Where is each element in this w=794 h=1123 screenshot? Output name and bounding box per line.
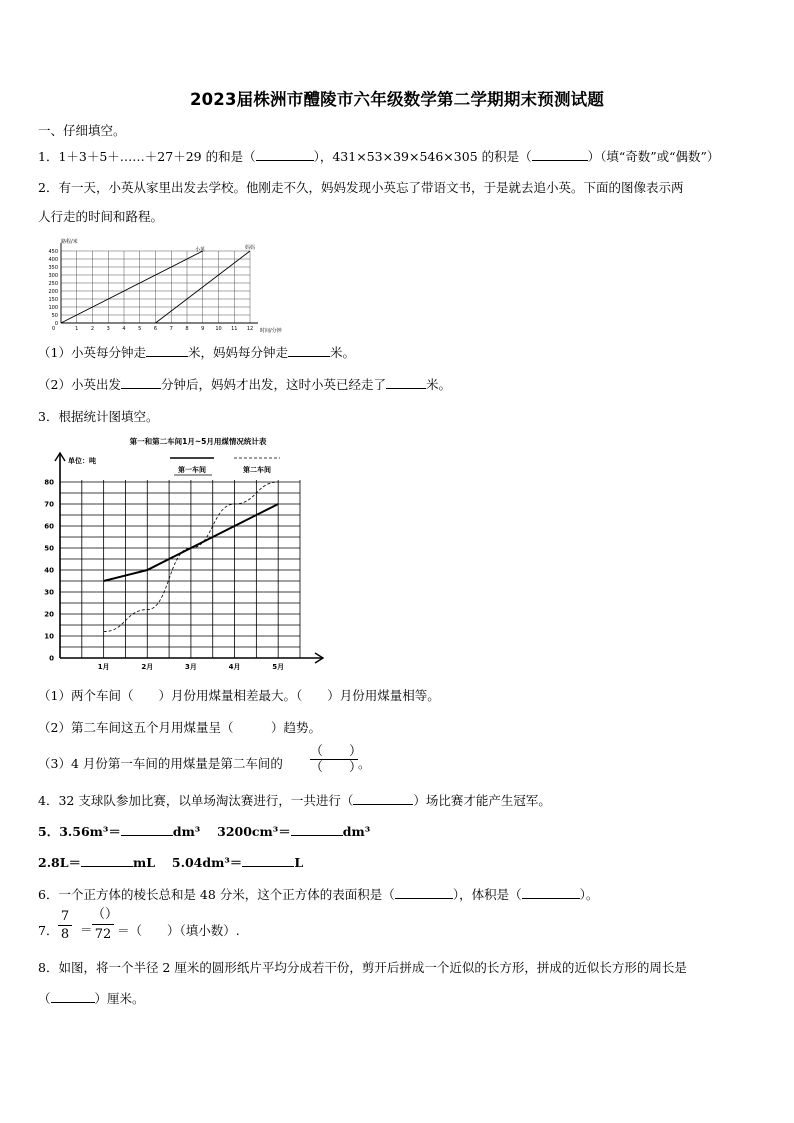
q6-text-a: 6．一个正方体的棱长总和是 48 分米，这个正方体的表面积是（ [38, 887, 395, 902]
q2s1-text-b: 米，妈妈每分钟走 [187, 345, 288, 360]
q4-blank-games[interactable] [353, 792, 413, 805]
question-8-line1: 8．如图，将一个半径 2 厘米的圆形纸片平均分成若干份，剪开后拼成一个近似的长方形，拼成的近似长方形的周长是 [38, 960, 687, 975]
chart1-x-tick: 12 [246, 326, 254, 332]
chart1-grid [61, 243, 258, 323]
q8-text-a: （ [38, 991, 51, 1006]
chart2-ticks [44, 479, 284, 672]
q6-text-c: ）。 [579, 887, 599, 902]
chart1-x-tick: 11 [231, 326, 238, 332]
coal-usage-chart [40, 432, 340, 672]
q2s1-blank-xiaoying-speed[interactable] [146, 344, 188, 357]
chart1-y-tick: 50 [51, 312, 58, 319]
chart2-x-tick: 3月 [184, 663, 197, 671]
q2s2-text-b: 分钟后，妈妈才出发，这时小英已经走了 [160, 377, 386, 392]
q3s3-end: 。 [358, 756, 371, 771]
chart1-y-axis-label: 路程/米 [61, 239, 78, 245]
question-2-line1: 2．有一天，小英从家里出发去学校。他刚走不久，妈妈发现小英忘了带语文书，于是就去追小英。下面的图像表示两 [38, 180, 684, 195]
chart1-x-tick: 8 [185, 326, 189, 332]
chart2-y-tick: 20 [44, 610, 54, 619]
q8-blank-perimeter[interactable] [51, 990, 95, 1003]
chart1-y-tick: 150 [48, 296, 58, 303]
q2s2-blank-distance[interactable] [386, 376, 426, 389]
chart1-series-label-xiaoying: 小英 [195, 247, 206, 253]
chart2-unit-label: 单位：吨 [68, 457, 96, 465]
question-2-sub2 [38, 375, 451, 393]
q4-text-a: 4．32 支球队参加比赛，以单场淘汰赛进行，一共进行（ [38, 793, 354, 808]
q5-blank-1[interactable] [121, 823, 173, 836]
chart1-x-tick: 6 [153, 326, 158, 332]
chart2-y-tick: 80 [44, 478, 54, 487]
chart1-x-axis-label: 时间/分钟 [260, 328, 282, 334]
question-3-sub2: （2）第二车间这五个月用煤量呈（ ）趋势。 [38, 720, 321, 735]
q5-text-a: 5．3.56m³＝ [38, 824, 121, 839]
q3s3-text: （3）4 月份第一车间的用煤量是第二车间的 [38, 756, 283, 771]
q2s2-text-c: 米。 [425, 377, 451, 392]
chart1-y-tick: 200 [48, 288, 58, 295]
question-2-line2: 人行走的时间和路程。 [38, 209, 164, 224]
chart1-origin: 0 [52, 326, 56, 332]
q8-text-b: ）厘米。 [94, 991, 145, 1006]
chart2-legend [170, 458, 280, 475]
chart2-x-tick: 1月 [97, 663, 110, 671]
chart2-title: 第一和第二车间1月~5月用煤情况统计表 [129, 437, 267, 446]
chart2-y-tick: 70 [44, 500, 54, 509]
chart1-series-label-mama: 妈妈 [245, 245, 256, 251]
question-3-sub1: （1）两个车间（ ）月份用煤量相差最大。（ ）月份用煤量相等。 [38, 688, 440, 703]
q2s1-text-c: 米。 [329, 345, 355, 360]
chart2-y-tick: 40 [44, 566, 54, 575]
question-6 [38, 885, 598, 903]
chart2-x-tick: 2月 [141, 663, 154, 671]
q7-prefix: 7． [38, 923, 59, 938]
chart2-x-tick: 5月 [272, 663, 285, 671]
chart1-x-tick: 2 [90, 326, 95, 332]
q3s3-fraction[interactable] [310, 744, 363, 776]
q6-blank-area[interactable] [395, 886, 453, 899]
chart1-x-tick: 5 [138, 326, 142, 332]
chart1-series-line-1 [61, 251, 203, 323]
chart2-y-tick: 0 [49, 654, 54, 663]
q1-text-a: 1．1＋3＋5＋……＋27＋29 的和是（ [38, 149, 256, 164]
chart1-ticks [48, 249, 253, 332]
q7-num1: 7 [58, 908, 72, 926]
chart1-x-tick: 3 [106, 326, 110, 332]
distance-time-chart [38, 235, 298, 335]
chart2-y-tick: 10 [44, 632, 54, 641]
q1-text-b: ），431×53×39×546×305 的积是（ [313, 149, 532, 164]
chart2-legend-label-2: 第二车间 [243, 466, 271, 474]
q5-blank-4[interactable] [242, 854, 294, 867]
chart2-x-tick: 4月 [228, 663, 241, 671]
q5-text-e: mL 5.04dm³＝ [133, 855, 243, 870]
question-4 [38, 791, 551, 809]
question-5-line2 [38, 853, 303, 871]
chart1-x-tick: 1 [75, 326, 79, 332]
q5-text-b: dm³ 3200cm³＝ [172, 824, 291, 839]
chart1-x-tick: 7 [169, 326, 173, 332]
q7-equals: ＝ [80, 922, 93, 937]
chart1-y-tick: 100 [48, 304, 58, 311]
page-title: 2023届株洲市醴陵市六年级数学第二学期期末预测试题 [189, 90, 605, 109]
q5-text-d: 2.8L＝ [38, 855, 82, 870]
chart1-x-tick: 10 [215, 326, 222, 332]
q2s1-blank-mama-speed[interactable] [288, 344, 330, 357]
chart1-y-tick: 450 [48, 248, 58, 255]
section-heading: 一、仔细填空。 [38, 123, 126, 138]
chart1-y-tick: 0 [54, 320, 58, 327]
q1-text-c: ）（填“奇数”或“偶数”） [587, 149, 720, 164]
chart1-x-tick: 9 [201, 326, 205, 332]
chart1-y-tick: 250 [48, 280, 58, 287]
chart2-grid [55, 453, 323, 663]
q7-fraction-1 [58, 908, 72, 944]
question-2-sub1 [38, 343, 355, 361]
q1-blank-product[interactable] [532, 148, 588, 161]
q5-text-f: L [294, 855, 304, 870]
question-3-line1: 3．根据统计图填空。 [38, 409, 159, 424]
q2s2-blank-minutes[interactable] [121, 376, 161, 389]
q5-blank-2[interactable] [291, 823, 343, 836]
q2s1-text-a: （1）小英每分钟走 [38, 345, 146, 360]
question-1 [38, 147, 719, 165]
q6-text-b: ），体积是（ [452, 887, 522, 902]
chart2-legend-label-1: 第一车间 [178, 466, 206, 474]
q5-text-c: dm³ [342, 824, 371, 839]
q7-den1: 8 [60, 927, 70, 942]
q4-text-b: ）场比赛才能产生冠军。 [413, 793, 551, 808]
chart2-y-tick: 60 [44, 522, 54, 531]
q6-blank-volume[interactable] [522, 886, 580, 899]
q7-den2: 72 [94, 927, 112, 942]
chart1-y-tick: 400 [48, 256, 58, 263]
q3s3-denominator: （ ） [310, 760, 363, 775]
q5-blank-3[interactable] [81, 854, 133, 867]
q7-num2: （） [92, 906, 114, 925]
q2s2-text-a: （2）小英出发 [38, 377, 121, 392]
q1-blank-sum[interactable] [256, 148, 314, 161]
chart2-y-tick: 30 [44, 588, 54, 597]
chart2-y-tick: 50 [44, 544, 54, 553]
chart1-y-tick: 300 [48, 272, 58, 279]
question-5-line1 [38, 822, 370, 840]
question-8-line2 [38, 989, 145, 1007]
q7-fraction-2[interactable] [92, 906, 119, 944]
chart1-x-tick: 4 [122, 326, 126, 332]
chart1-y-tick: 350 [48, 264, 58, 271]
question-3-sub3 [38, 754, 283, 772]
q3s3-numerator: （ ） [310, 744, 363, 759]
q7-rest: ＝（ ）（填小数）. [117, 923, 240, 938]
